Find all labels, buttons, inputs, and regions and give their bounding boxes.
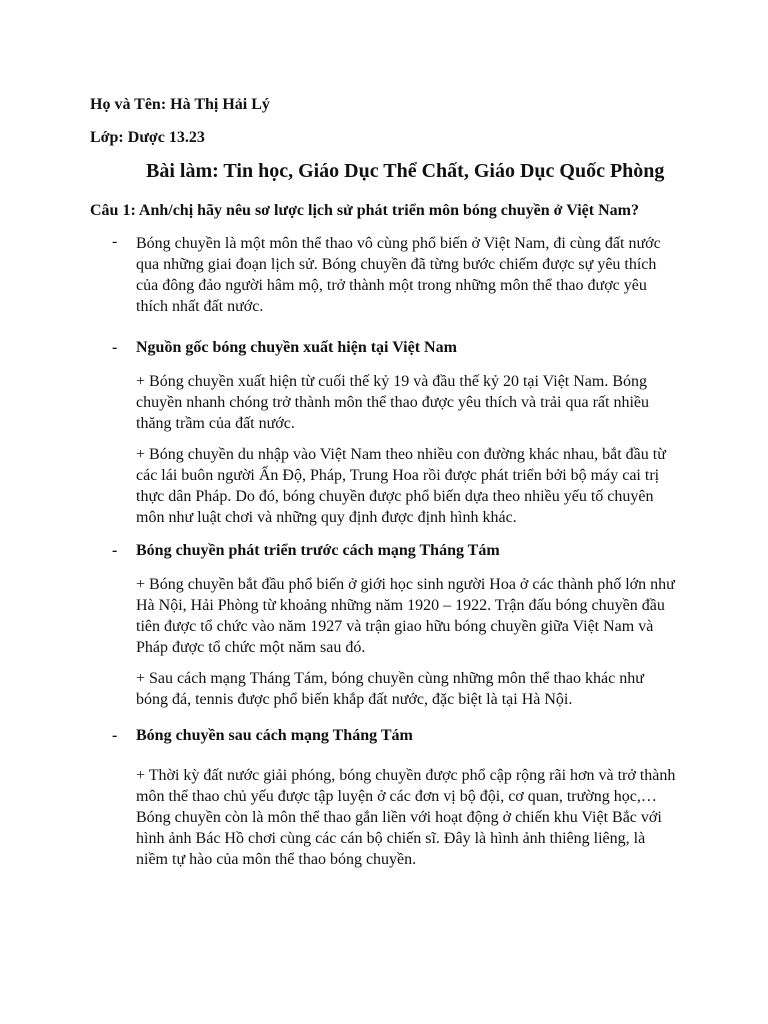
- student-name: Họ và Tên: Hà Thị Hải Lý: [90, 96, 270, 113]
- section-3-heading: Bóng chuyền sau cách mạng Tháng Tám: [136, 727, 413, 744]
- section-1-heading: Nguồn gốc bóng chuyền xuất hiện tại Việt Nam: [136, 339, 457, 356]
- section-1-paragraph-2: + Bóng chuyền du nhập vào Việt Nam theo nhiều con đường khác nhau, bắt đầu từ các lái buôn người Ấn Độ, Pháp, Trung Hoa rồi được phát triển bởi bộ máy cai trị thực dân Pháp. Do đó, bóng chuyền được phổ biến dựa theo nhiều yếu tố chuyên môn như luật chơi và những quy định được định hình khác.: [136, 446, 666, 526]
- student-class: Lớp: Dược 13.23: [90, 129, 205, 146]
- section-1-bullet: -: [112, 339, 118, 356]
- section-3-paragraph-1: + Thời kỳ đất nước giải phóng, bóng chuyền được phổ cập rộng rãi hơn và trở thành môn thể thao chủ yếu được tập luyện ở các đơn vị bộ đội, cơ quan, trường học,…Bóng chuyền còn là môn thể thao gắn liền với hoạt động ở chiến khu Việt Bắc với hình ảnh Bác Hồ chơi cùng các cán bộ chiến sĩ. Đây là hình ảnh thiêng liêng, là niềm tự hào của môn thể thao bóng chuyền.: [136, 767, 676, 868]
- section-2-paragraph-1: + Bóng chuyền bắt đầu phổ biến ở giới học sinh người Hoa ở các thành phố lớn như Hà Nội, Hải Phòng từ khoảng những năm 1920 – 1922. Trận đấu bóng chuyền đầu tiên được tổ chức vào năm 1927 và trận giao hữu bóng chuyền giữa Việt Nam và Pháp được tổ chức một năm sau đó.: [136, 576, 675, 656]
- section-1-paragraph-1: + Bóng chuyền xuất hiện từ cuối thế kỷ 19 và đầu thế kỷ 20 tại Việt Nam. Bóng chuyền nhanh chóng trở thành môn thể thao được yêu thích và trải qua rất nhiều thăng trầm của đất nước.: [136, 373, 649, 432]
- section-2-heading: Bóng chuyền phát triển trước cách mạng Tháng Tám: [136, 542, 500, 559]
- page-title: Bài làm: Tin học, Giáo Dục Thể Chất, Giáo Dục Quốc Phòng: [146, 160, 665, 182]
- section-2-paragraph-2: + Sau cách mạng Tháng Tám, bóng chuyền cùng những môn thể thao khác như bóng đá, tennis được phổ biến khắp đất nước, đặc biệt là tại Hà Nội.: [136, 670, 644, 708]
- intro-bullet: -: [112, 233, 118, 250]
- intro-paragraph: Bóng chuyền là một môn thể thao vô cùng phổ biến ở Việt Nam, đi cùng đất nước qua những giai đoạn lịch sử. Bóng chuyền đã từng bước chiếm được sự yêu thích của đông đảo người hâm mộ, trở thành một trong những môn thể thao được yêu thích nhất đất nước.: [136, 235, 661, 315]
- section-2-bullet: -: [112, 542, 118, 559]
- section-3-bullet: -: [112, 727, 118, 744]
- question-heading: Câu 1: Anh/chị hãy nêu sơ lược lịch sử phát triển môn bóng chuyền ở Việt Nam?: [90, 202, 639, 219]
